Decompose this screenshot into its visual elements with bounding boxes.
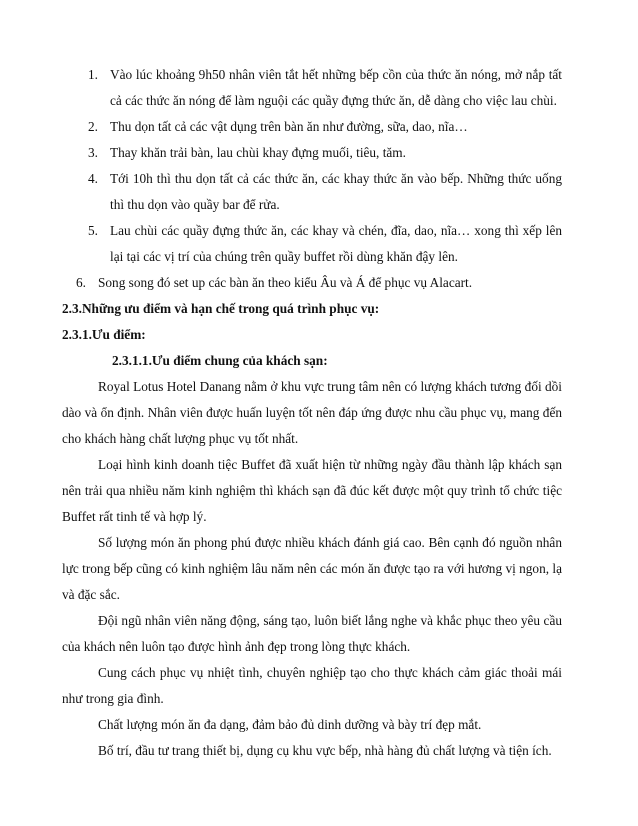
list-item-text: Vào lúc khoảng 9h50 nhân viên tắt hết những bếp cồn của thức ăn nóng, mở nắp tất cả các thức ăn nóng để làm nguội các quầy đựng thức ăn, dễ dàng cho việc lau chùi.	[110, 67, 562, 108]
list-item-number: 6.	[76, 275, 86, 290]
body-paragraph: Số lượng món ăn phong phú được nhiều khách đánh giá cao. Bên cạnh đó nguồn nhân lực trong bếp cũng có kinh nghiệm lâu năm nên các món ăn được tạo ra với hương vị ngon, lạ và đặc sắc.	[62, 535, 562, 602]
list-item	[62, 140, 562, 166]
list-item-number: 5.	[88, 223, 98, 238]
body-paragraph: Bố trí, đầu tư trang thiết bị, dụng cụ khu vực bếp, nhà hàng đủ chất lượng và tiện ích.	[98, 743, 552, 758]
list-item-number: 4.	[88, 171, 98, 186]
subsubsection-heading: 2.3.1.1.Ưu điểm chung của khách sạn:	[112, 353, 328, 368]
list-item-number: 1.	[88, 67, 98, 82]
body-paragraph: Đội ngũ nhân viên năng động, sáng tạo, luôn biết lắng nghe và khắc phục theo yêu cầu của khách nên luôn tạo được hình ảnh đẹp trong lòng thực khách.	[62, 613, 562, 654]
list-item	[62, 218, 562, 270]
body-paragraph: Royal Lotus Hotel Danang nằm ở khu vực trung tâm nên có lượng khách tương đối dồi dào và ổn định. Nhân viên được huấn luyện tốt nên đáp ứng được nhu cầu phục vụ, mang đến cho khách hàng chất lượng phục vụ tốt nhất.	[62, 379, 562, 446]
list-item-number: 2.	[88, 119, 98, 134]
body-paragraph: Loại hình kinh doanh tiệc Buffet đã xuất hiện từ những ngày đầu thành lập khách sạn nên trải qua nhiều năm kinh nghiệm thì khách sạn đã đúc kết được một quy trình tổ chức tiệc Buffet rất tinh tế và hợp lý.	[62, 457, 562, 524]
body-paragraph: Chất lượng món ăn đa dạng, đảm bảo đủ dinh dưỡng và bày trí đẹp mắt.	[98, 717, 482, 732]
list-item-number: 3.	[88, 145, 98, 160]
list-item-text: Thu dọn tất cả các vật dụng trên bàn ăn như đường, sữa, dao, nĩa…	[110, 119, 468, 134]
list-item	[62, 114, 562, 140]
list-item-text: Song song đó set up các bàn ăn theo kiểu Âu và Á để phục vụ Alacart.	[98, 275, 473, 290]
list-item	[62, 270, 562, 296]
page-content	[62, 62, 562, 764]
list-item	[62, 62, 562, 114]
cleanup-steps-list	[62, 62, 562, 296]
list-item-text: Tới 10h thì thu dọn tất cả các thức ăn, các khay thức ăn vào bếp. Những thức uống thì thu dọn vào quầy bar để rửa.	[110, 171, 562, 212]
list-item	[62, 166, 562, 218]
subsection-heading: 2.3.1.Ưu điểm:	[62, 327, 146, 342]
list-item-text: Lau chùi các quầy đựng thức ăn, các khay và chén, đĩa, dao, nĩa… xong thì xếp lên lại tại các vị trí của chúng trên quầy buffet rồi dùng khăn đậy lên.	[110, 223, 562, 264]
body-paragraph: Cung cách phục vụ nhiệt tình, chuyên nghiệp tạo cho thực khách cảm giác thoải mái như trong gia đình.	[62, 665, 562, 706]
list-item-text: Thay khăn trải bàn, lau chùi khay đựng muối, tiêu, tăm.	[110, 145, 406, 160]
section-heading: 2.3.Những ưu điểm và hạn chế trong quá trình phục vụ:	[62, 301, 380, 316]
